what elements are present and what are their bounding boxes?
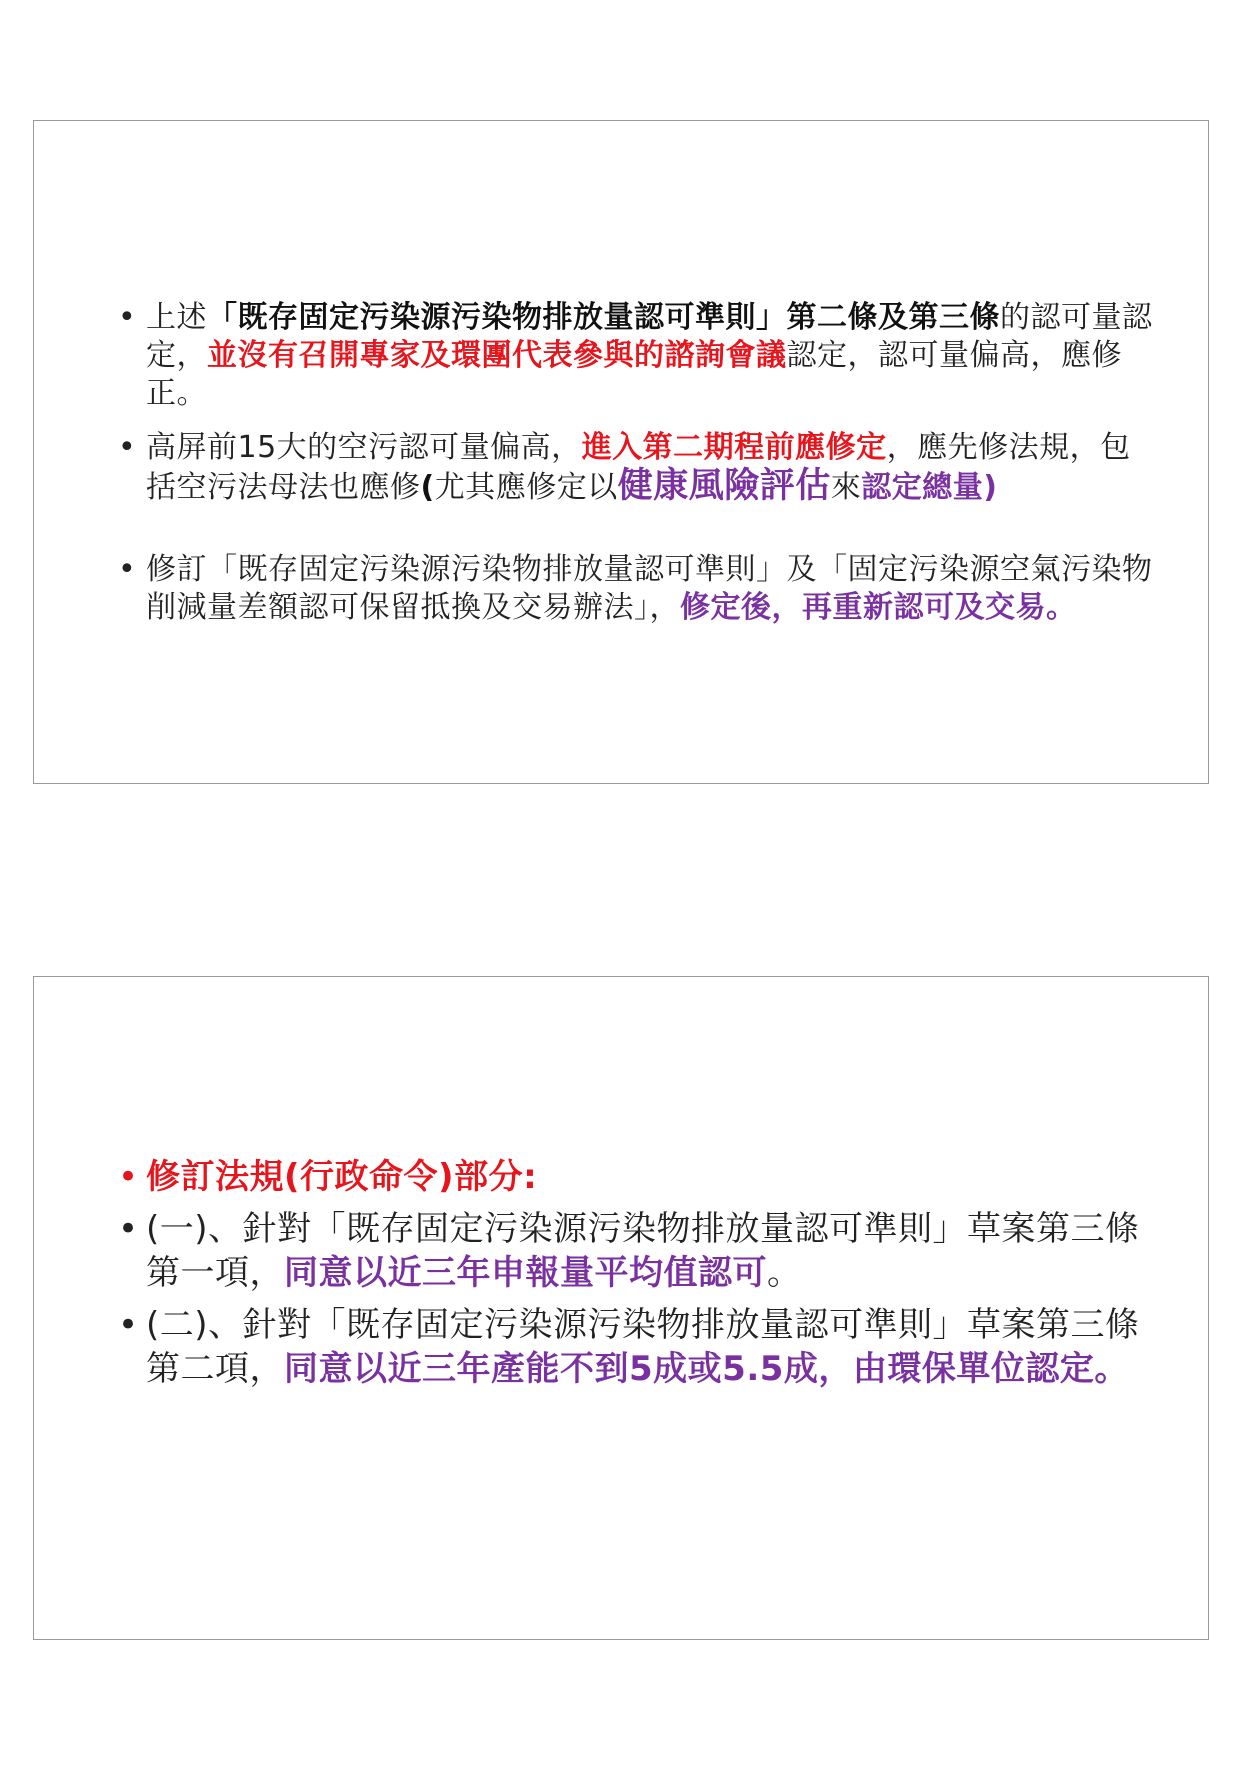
text-segment: 尤其應修定以 bbox=[434, 470, 618, 505]
bullet-item bbox=[118, 551, 1158, 627]
text-segment-purple-large: 健康風險評估 bbox=[617, 466, 831, 506]
bullet-item-heading bbox=[118, 1155, 1158, 1199]
bullet-list bbox=[118, 1155, 1158, 1391]
bullet-item bbox=[118, 1207, 1158, 1295]
bullet-item bbox=[118, 1303, 1158, 1391]
text-segment: 認定，認可量偏高，應修正。 bbox=[146, 338, 1122, 411]
bullet-item bbox=[118, 429, 1158, 507]
text-segment-purple: 認定總量) bbox=[861, 470, 998, 505]
text-segment: 高屏前15大的空污認可量偏高， bbox=[146, 430, 582, 465]
text-segment-red: 進入第二期程前應修定 bbox=[581, 430, 887, 465]
text-segment: 。 bbox=[767, 1253, 802, 1293]
bullet-item bbox=[118, 299, 1158, 413]
text-segment: 來 bbox=[830, 470, 862, 505]
text-segment-purple: 修定後，再重新認可及交易。 bbox=[680, 590, 1077, 625]
text-segment-purple: 同意以近三年申報量平均值認可 bbox=[284, 1253, 767, 1293]
text-segment: ，應先修法規，包括空污法母法也應修 bbox=[146, 430, 1131, 505]
section-heading: 修訂法規(行政命令)部分: bbox=[146, 1157, 538, 1197]
slide-2 bbox=[33, 976, 1209, 1640]
text-segment: (一)、針對「既存固定污染源污染物排放量認可準則」草案第三條第一項， bbox=[146, 1209, 1140, 1293]
bullet-list bbox=[118, 299, 1158, 627]
text-segment: 的認可量認定， bbox=[146, 300, 1153, 373]
text-segment: 上述 bbox=[146, 300, 207, 335]
text-segment-bold: ( bbox=[420, 470, 435, 505]
text-segment: (二)、針對「既存固定污染源污染物排放量認可準則」草案第三條第二項， bbox=[146, 1305, 1140, 1389]
text-segment-bold: 「既存固定污染源污染物排放量認可準則」第二條及第三條 bbox=[207, 300, 1000, 335]
slide-1 bbox=[33, 120, 1209, 784]
text-segment: 修訂「既存固定污染源污染物排放量認可準則」及「固定污染源空氣污染物削減量差額認可保留抵換及交易辦法」， bbox=[146, 552, 1153, 625]
text-segment-red: 並沒有召開專家及環團代表參與的諮詢會議 bbox=[207, 338, 787, 373]
text-segment-purple: 同意以近三年產能不到5成或5.5成，由環保單位認定。 bbox=[284, 1349, 1129, 1389]
